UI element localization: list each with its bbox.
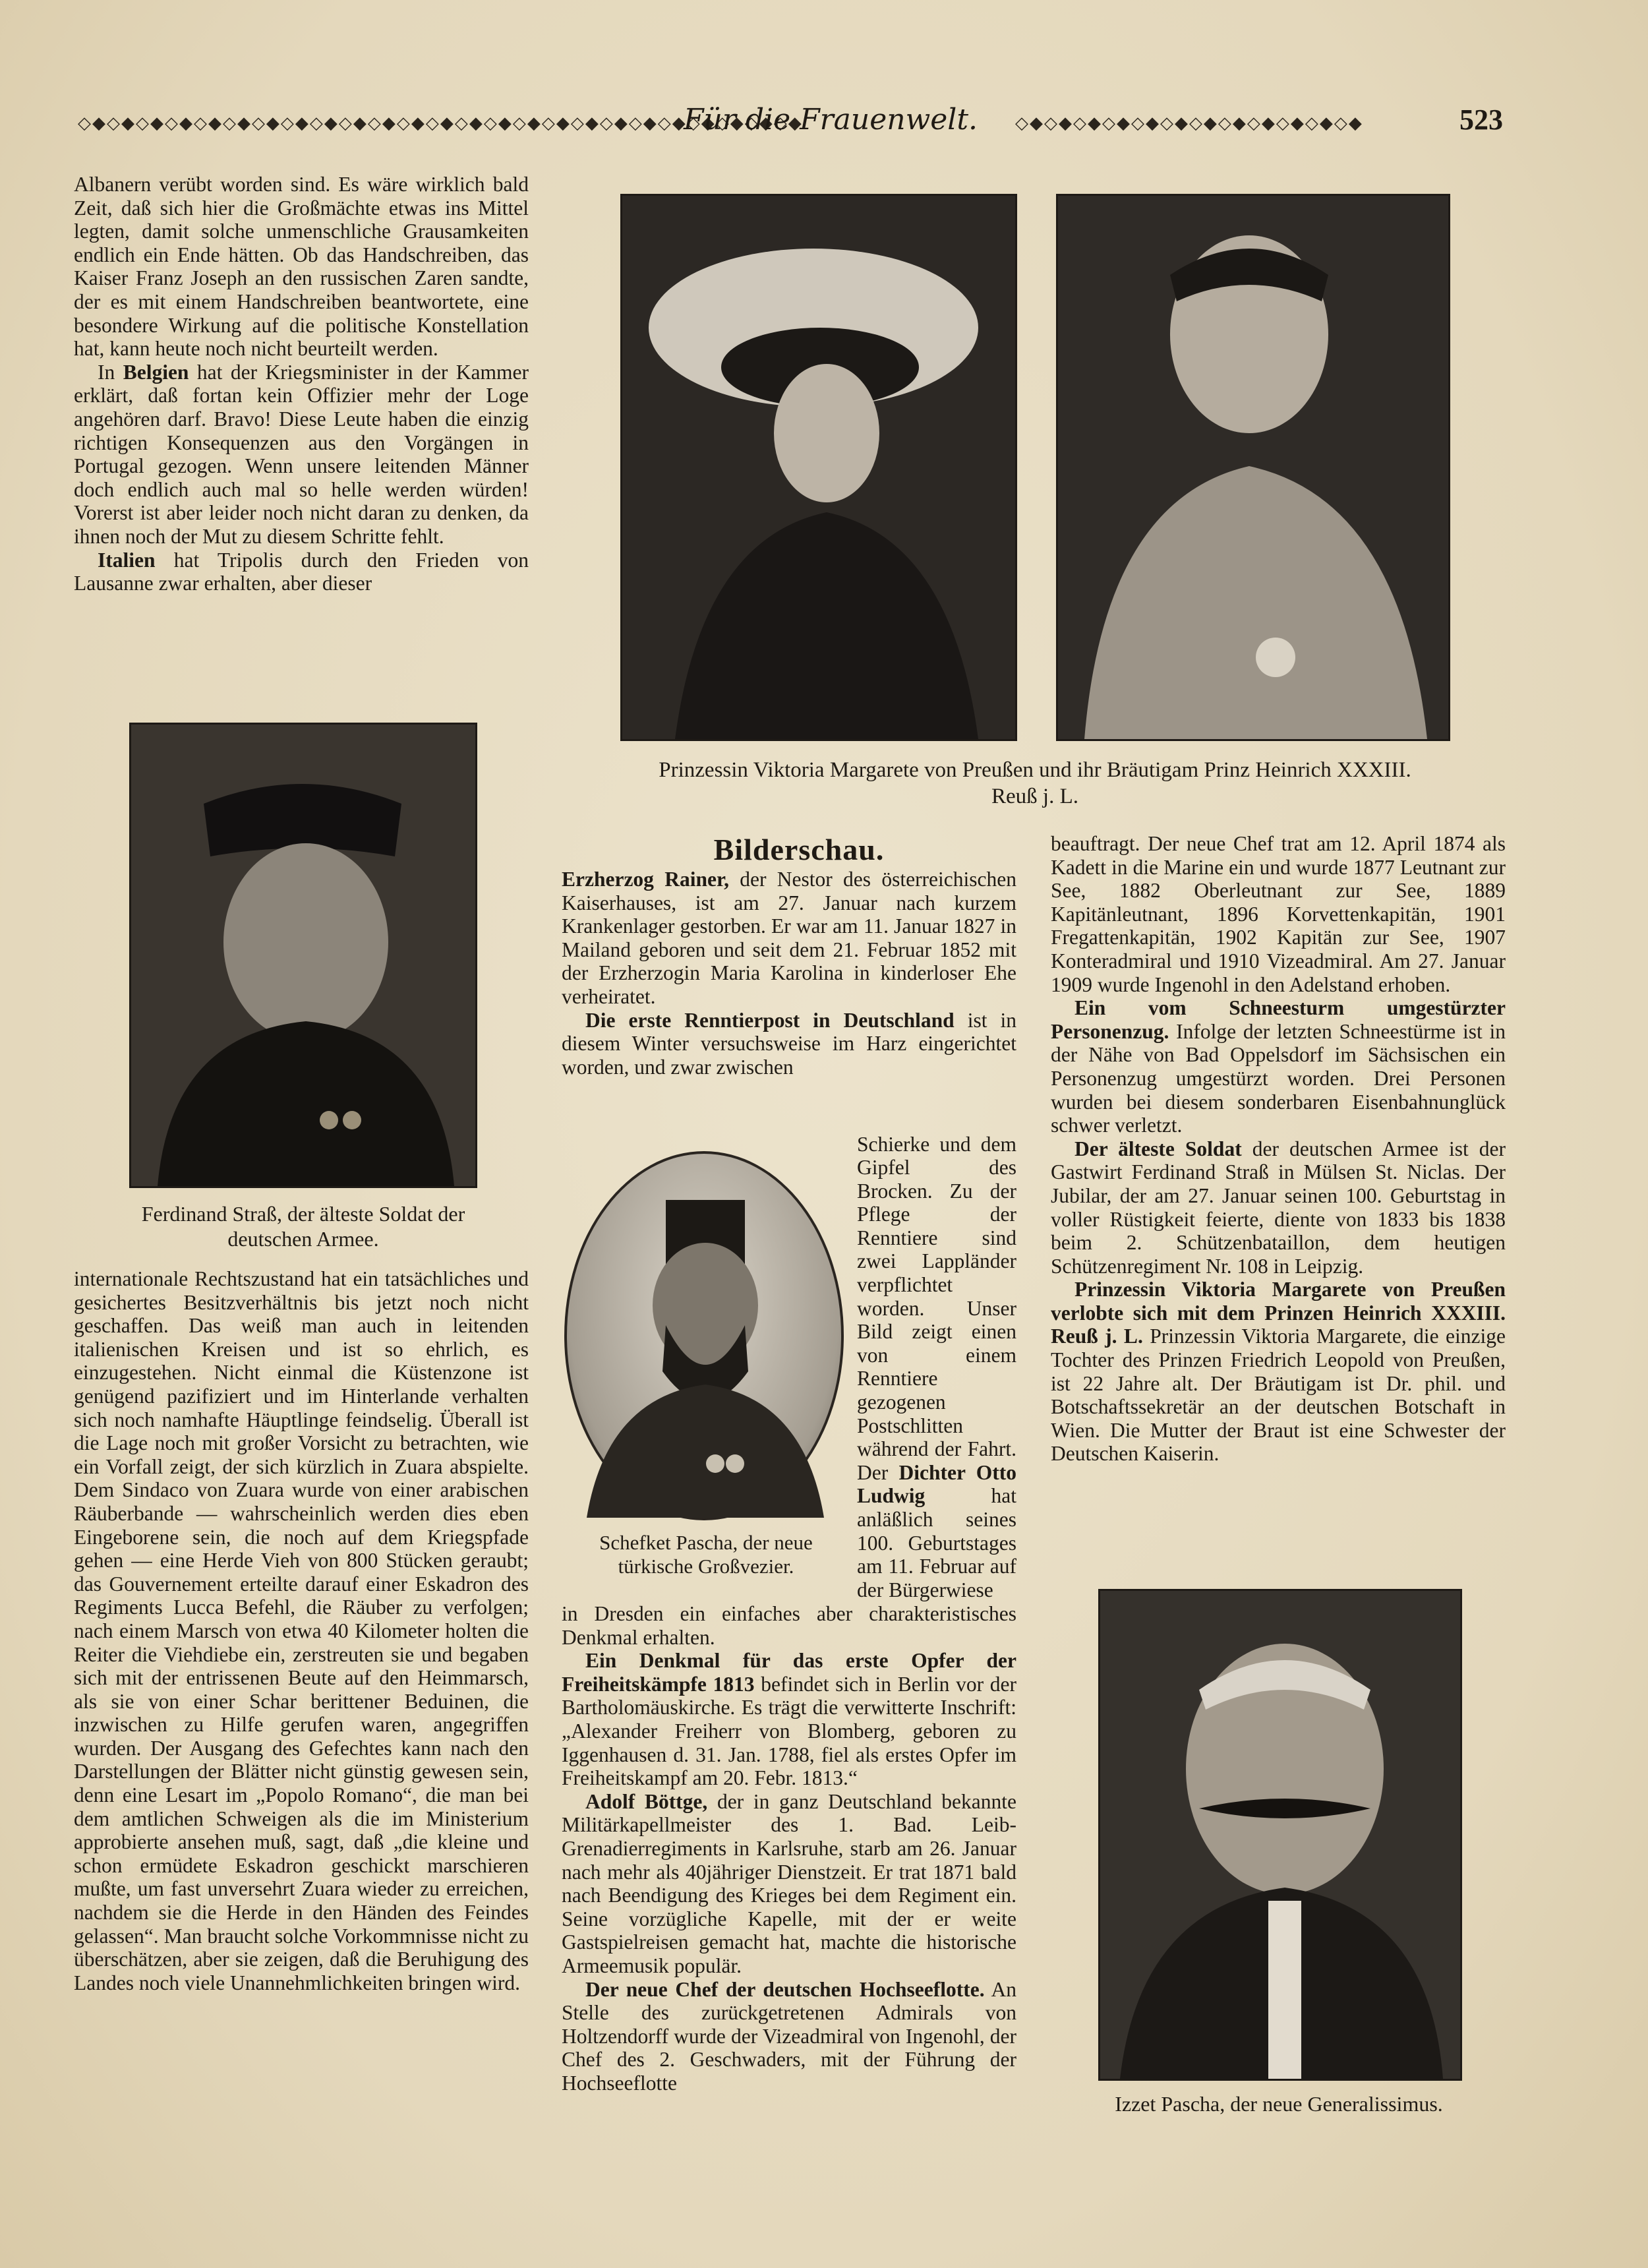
left-column-top — [74, 173, 529, 680]
paragraph — [562, 1649, 1016, 1790]
paragraph — [562, 1790, 1016, 1978]
body-text: hat der Kriegsminister in der Kammer erklärt, daß fortan kein Offizier mehr der Loge angehören darf. Bravo! Diese Leute haben die einzig richtigen Konsequenzen aus den Vorgängen in Portugal gezogen. Wenn unsere leitenden Männer doch endlich auch mal so helle werden würden! Vorerst ist aber leider noch nicht daran zu denken, da ihnen noch der Mut zu diesem Schritte fehlt. — [74, 360, 529, 548]
paragraph — [562, 1602, 1016, 1649]
body-text: befindet sich in Berlin vor der Bartholomäuskirche. Es trägt die verwitterte Inschrift: „Alexander Freiherr von Blomberg, geboren zu Iggenhausen d. 31. Jan. 1788, fiel als erstes Opfer im Freiheitskampf am 20. Febr. 1813.“ — [562, 1672, 1016, 1790]
bold-lead: Adolf Böttge, — [585, 1789, 708, 1813]
page-header — [73, 99, 1503, 145]
bold-lead: Der älteste Soldat — [1074, 1137, 1242, 1160]
body-text: der deutschen Armee ist der Gastwirt Ferdinand Straß in Mülsen St. Niclas. Der Jubilar, der am 27. Januar seinen 100. Geburtstag in voller Rüstigkeit feierte, diente von 1833 bis 1838 beim 2. Schützenbataillon, dem heutigen Schützenregiment Nr. 108 in Leipzig. — [1051, 1137, 1506, 1278]
bold-lead: Der neue Chef der deutschen Hochseeflotte. — [585, 1977, 985, 2001]
body-text: internationale Rechtszustand hat ein tatsächliches und gesichertes Besitzverhältnis bis jetzt noch nicht geschaffen. Das weiß man auch in leitenden italienischen Kreisen und ist so ehrlich, es einzugestehen. Nicht einmal die Küstenzone ist genügend pazifiziert und im Hinterlande verhalten sich noch namhafte Häuptlinge feindselig. Überall ist die Lage noch mit großer Vorsicht zu betrachten, wie ein Vorfall zeigt, der sich kürzlich in Zuara abspielte. Dem Sindaco von Zuara wurde von einer arabischen Räuberbande — wahrscheinlich werden dies eben Eingeborene sein, die noch auf dem Kriegspfade gehen — eine Herde Vieh von 800 Stücken geraubt; das Gouvernement erteilte darauf einer Eskadron des Regiments Lucca Befehl, die Räuber zu verfolgen; nach einem Marsch von etwa 40 Kilometer holten die Reiter die Viehdiebe ein, zerstreuten sie und begaben sich mit der entrissenen Beute auf den Heimmarsch, als sie von einer Schar berittener Beduinen, die inzwischen zu Hilfe gerufen waren, angegriffen wurden. Der Ausgang des Gefechtes kann nach den Darstellungen der Blätter nicht günstig gewesen sein, denn eine Lesart im „Popolo Romano“, die man bei dem amtlichen Schweigen als die im Ministerium approbierte ansehen muß, sagt, daß „die kleine und schon ermüdete Eskadron geschickt marschieren mußte, um fast unversehrt Zuara wieder zu erreichen, nachdem sie die Herde in den Händen des Feindes gelassen“. Man braucht solche Vorkommnisse nicht zu überschätzen, aber sie zeigen, daß die Beruhigung des Landes noch viele Unannehmlichkeiten bringen wird. — [74, 1267, 529, 1994]
ornament-rule-right: ◇◆◇◆◇◆◇◆◇◆◇◆◇◆◇◆◇◆◇◆◇◆◇◆ — [1015, 113, 1363, 133]
paragraph — [562, 1009, 1016, 1079]
photo-prince-heinrich-xxxiii — [1056, 194, 1450, 741]
photo-schefket-pascha — [564, 1151, 844, 1520]
body-text: Prinzessin Viktoria Margarete, die einzige Tochter des Prinzen Friedrich Leopold von Preußen, ist 22 Jahre alt. Der Bräutigam ist Dr. phil. und Botschaftssekretär an der deutschen Botschaft in Wien. Die Mutter der Braut ist eine Schwester der Deutschen Kaiserin. — [1051, 1325, 1506, 1466]
body-text: Schierke und dem Gipfel des Brocken. Zu der Pflege der Renntiere sind zwei Lappländer verpflichtet worden. Unser Bild zeigt einen von einem Renntiere gezogenen Postschlitten während der Fahrt. Der — [857, 1132, 1016, 1484]
middle-float-text — [857, 1112, 1016, 1599]
section-title-bilderschau: Bilderschau. — [713, 833, 885, 866]
paragraph — [1051, 996, 1506, 1137]
right-column — [1051, 832, 1506, 1564]
paragraph — [857, 1133, 1016, 1602]
ornament-rule-left: ◇◆◇◆◇◆◇◆◇◆◇◆◇◆◇◆◇◆◇◆◇◆◇◆◇◆◇◆◇◆◇◆◇◆◇◆◇◆◇◆◇◆◇◆◇◆◇◆◇◆ — [78, 113, 803, 133]
body-text: In — [98, 360, 123, 384]
paragraph — [562, 868, 1016, 1009]
caption-strass: Ferdinand Straß, der älteste Soldat der deutschen Armee. — [141, 1202, 465, 1251]
body-text: hat Tripolis durch den Frieden von Lausanne zwar erhalten, aber dieser — [74, 548, 529, 595]
photo-princess-viktoria-margarete — [620, 194, 1017, 741]
paragraph — [1051, 1278, 1506, 1466]
caption-izzet: Izzet Pascha, der neue Generalissimus. — [1115, 2092, 1443, 2116]
paragraph — [74, 1267, 529, 1994]
body-text: ist in diesem Winter versuchsweise im Harz eingerichtet worden, und zwar zwischen — [562, 1008, 1017, 1079]
caption-schefket: Schefket Pascha, der neue türkische Großvezier. — [599, 1531, 813, 1578]
body-text: beauftragt. Der neue Chef trat am 12. April 1874 als Kadett in die Marine ein und wurde 1877 Leutnant zur See, 1882 Oberleutnant zur See, 1889 Kapitänleutnant, 1896 Korvettenkapitän, 1901 Fregattenkapitän, 1902 Kapitän zur See, 1907 Konteradmiral und 1910 Vizeadmiral. Am 27. Januar 1909 wurde Ingenohl in den Adelstand erhoben. — [1051, 832, 1506, 996]
photo-izzet-pascha — [1098, 1589, 1462, 2081]
bold-lead: Erzherzog Rainer, — [562, 868, 729, 891]
running-title: Für die Frauenwelt. — [683, 103, 978, 136]
paragraph — [74, 173, 529, 361]
caption-princess-pair: Prinzessin Viktoria Margarete von Preußen und ihr Bräutigam Prinz Heinrich XXXIII. Reuß j. L. — [659, 758, 1411, 808]
body-text: hat anläßlich seines 100. Geburtstages am 11. Februar auf der Bürgerwiese — [857, 1484, 1016, 1601]
page-number: 523 — [1459, 104, 1503, 136]
bold-lead: Belgien — [123, 360, 189, 384]
paragraph — [1051, 832, 1506, 996]
left-column-bottom — [74, 1267, 529, 2170]
body-text: in Dresden ein einfaches aber charakteristisches Denkmal erhalten. — [562, 1602, 1016, 1649]
body-text: der Nestor des österreichischen Kaiserhauses, ist am 27. Januar nach kurzem Krankenlager gestorben. Er war am 11. Januar 1827 in Mailand geboren und seit dem 21. Februar 1852 mit der Erzherzogin Maria Karolina in kinderloser Ehe verheiratet. — [562, 868, 1016, 1008]
bold-lead: Prinzessin Viktoria Margarete von Preußen verlobte sich mit dem Prinzen Heinrich XXXIII. Reuß j. L. — [1051, 1278, 1506, 1348]
middle-column-bottom — [562, 1602, 1016, 2170]
bold-lead: Ein vom Schneesturm umgestürzter Personenzug. — [1051, 996, 1506, 1043]
paragraph — [74, 549, 529, 595]
paragraph — [74, 361, 529, 549]
body-text: Albanern verübt worden sind. Es wäre wirklich bald Zeit, daß sich hier die Großmächte etwas ins Mittel legten, damit solche unmenschliche Grausamkeiten endlich ein Ende hätten. Ob das Handschreiben, das Kaiser Franz Joseph an den russischen Zaren sandte, der es mit einem Handschreiben beantwortete, eine besondere Wirkung auf die politische Konstellation hat, kann heute noch nicht beurteilt werden. — [74, 173, 529, 361]
bold-lead: Ein Denkmal für das erste Opfer der Freiheitskämpfe 1813 — [562, 1649, 1016, 1696]
body-text: Infolge der letzten Schneestürme ist in der Nähe von Bad Oppelsdorf im Sächsischen ein Personenzug umgestürzt worden. Drei Personen wurden bei diesem sonderbaren Eisenbahnunglück schwer verletzt. — [1051, 1019, 1506, 1137]
bold-lead: Italien — [98, 548, 156, 572]
bold-lead: Dichter Otto Ludwig — [857, 1460, 1016, 1508]
middle-column-top — [562, 868, 1016, 1112]
photo-ferdinand-strass — [129, 723, 477, 1188]
paragraph — [1051, 1137, 1506, 1278]
bold-lead: Die erste Renntierpost in Deutschland — [585, 1008, 955, 1032]
paragraph — [562, 1978, 1016, 2095]
body-text: der in ganz Deutschland bekannte Militärkapellmeister des 1. Bad. Leib-Grenadierregiments in Karlsruhe, starb am 26. Januar nach mehr als 40jähriger Dienstzeit. Er trat 1871 bald nach Beendigung des Krieges bei dem Regiment ein. Seine vorzügliche Kapelle, mit der er weite Gastspielreisen gemacht hat, machte die historische Armeemusik populär. — [562, 1789, 1016, 1977]
body-text: An Stelle des zurückgetretenen Admirals von Holtzendorff wurde der Vizeadmiral von Ingenohl, der Chef des 2. Geschwaders, mit der Führung der Hochseeflotte — [562, 1977, 1016, 2095]
